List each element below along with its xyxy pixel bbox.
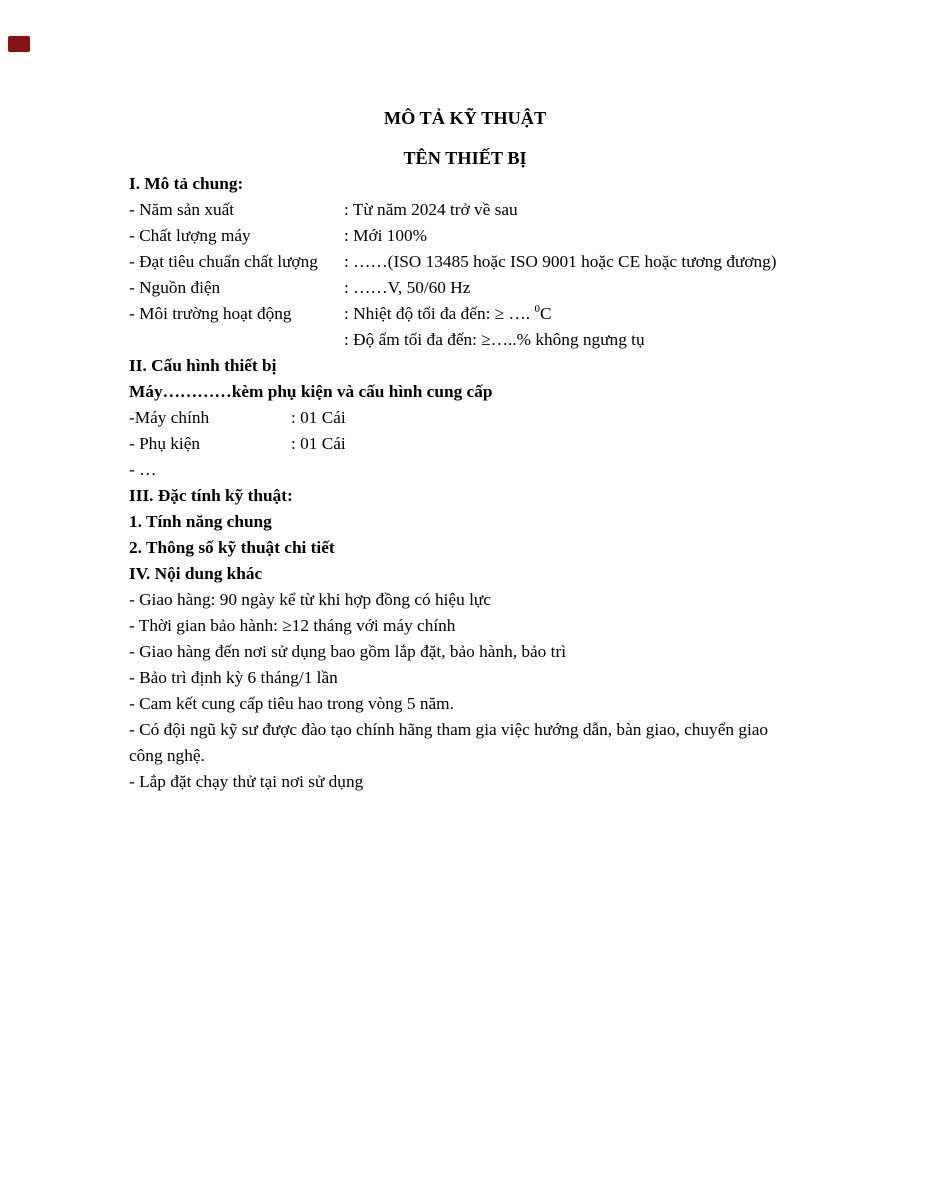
spec-row-label: - Chất lượng máy [129, 226, 251, 245]
spec-row-humidity [129, 327, 801, 353]
section-2-subheading: Máy…………kèm phụ kiện và cấu hình cung cấp [129, 382, 493, 401]
config-row-value: : 01 Cái [291, 408, 346, 427]
spec-row-label: - Năm sản xuất [129, 200, 235, 219]
spec-row-quality-standard [129, 249, 801, 275]
spec-row-value: : Độ ẩm tối đa đến: ≥…..% không ngưng tụ [344, 330, 645, 349]
spec-row-value: C [539, 304, 552, 323]
corner-red-mark [8, 36, 30, 52]
spec-row-operating-environment [129, 301, 801, 327]
section-4-item-warranty: - Thời gian bảo hành: ≥12 tháng với máy chính [129, 616, 456, 635]
spec-row-value: : ……V, 50/60 Hz [344, 278, 471, 297]
spec-row-value: : Nhiệt độ tối đa đến: ≥ …. [344, 304, 535, 323]
spec-row-value: : Mới 100% [344, 226, 428, 245]
config-row-label: - … [129, 460, 157, 479]
spec-row-label: - Nguồn điện [129, 278, 221, 297]
spec-row-machine-quality [129, 223, 801, 249]
spec-row-value: : ……(ISO 13485 hoặc ISO 9001 hoặc CE hoặc tương đương) [344, 252, 777, 271]
section-4-item-consumables: - Cam kết cung cấp tiêu hao trong vòng 5 năm. [129, 694, 454, 713]
section-2-heading: II. Cấu hình thiết bị [129, 356, 277, 375]
document-content [129, 105, 801, 795]
spec-row-manufacture-year [129, 197, 801, 223]
spec-row-value: : Từ năm 2024 trở về sau [344, 200, 518, 219]
doc-title-line1: MÔ TẢ KỸ THUẬT [383, 108, 547, 128]
section-4-item-maintenance: - Bảo trì định kỳ 6 tháng/1 lần [129, 668, 338, 687]
degree-superscript: 0 [534, 303, 540, 316]
section-4-item-delivery: - Giao hàng: 90 ngày kể từ khi hợp đồng có hiệu lực [129, 590, 491, 609]
config-row-ellipsis [129, 457, 801, 483]
config-row-value: : 01 Cái [291, 434, 346, 453]
spec-row-label: - Đạt tiêu chuẩn chất lượng [129, 252, 318, 271]
section-3-item: 1. Tính năng chung [129, 512, 272, 531]
doc-title-line2: TÊN THIẾT BỊ [403, 148, 527, 168]
spec-row-label: - Môi trường hoạt động [129, 304, 292, 323]
config-row-label: - Phụ kiện [129, 434, 201, 453]
config-row-accessories [129, 431, 801, 457]
config-row-main-unit [129, 405, 801, 431]
section-4-heading: IV. Nội dung khác [129, 564, 263, 583]
config-row-label: -Máy chính [129, 408, 210, 427]
section-1-heading: I. Mô tả chung: [129, 174, 244, 193]
section-4-item-installation-scope: - Giao hàng đến nơi sử dụng bao gồm lắp đặt, bảo hành, bảo trì [129, 642, 567, 661]
section-3-item: 2. Thông số kỹ thuật chi tiết [129, 538, 335, 557]
section-4-item-engineers: - Có đội ngũ kỹ sư được đào tạo chính hãng tham gia việc hướng dẫn, bàn giao, chuyển giao công nghệ. [129, 720, 769, 765]
spec-row-power-source [129, 275, 801, 301]
section-3-heading: III. Đặc tính kỹ thuật: [129, 486, 293, 505]
section-4-item-test-run: - Lắp đặt chạy thử tại nơi sử dụng [129, 772, 364, 791]
